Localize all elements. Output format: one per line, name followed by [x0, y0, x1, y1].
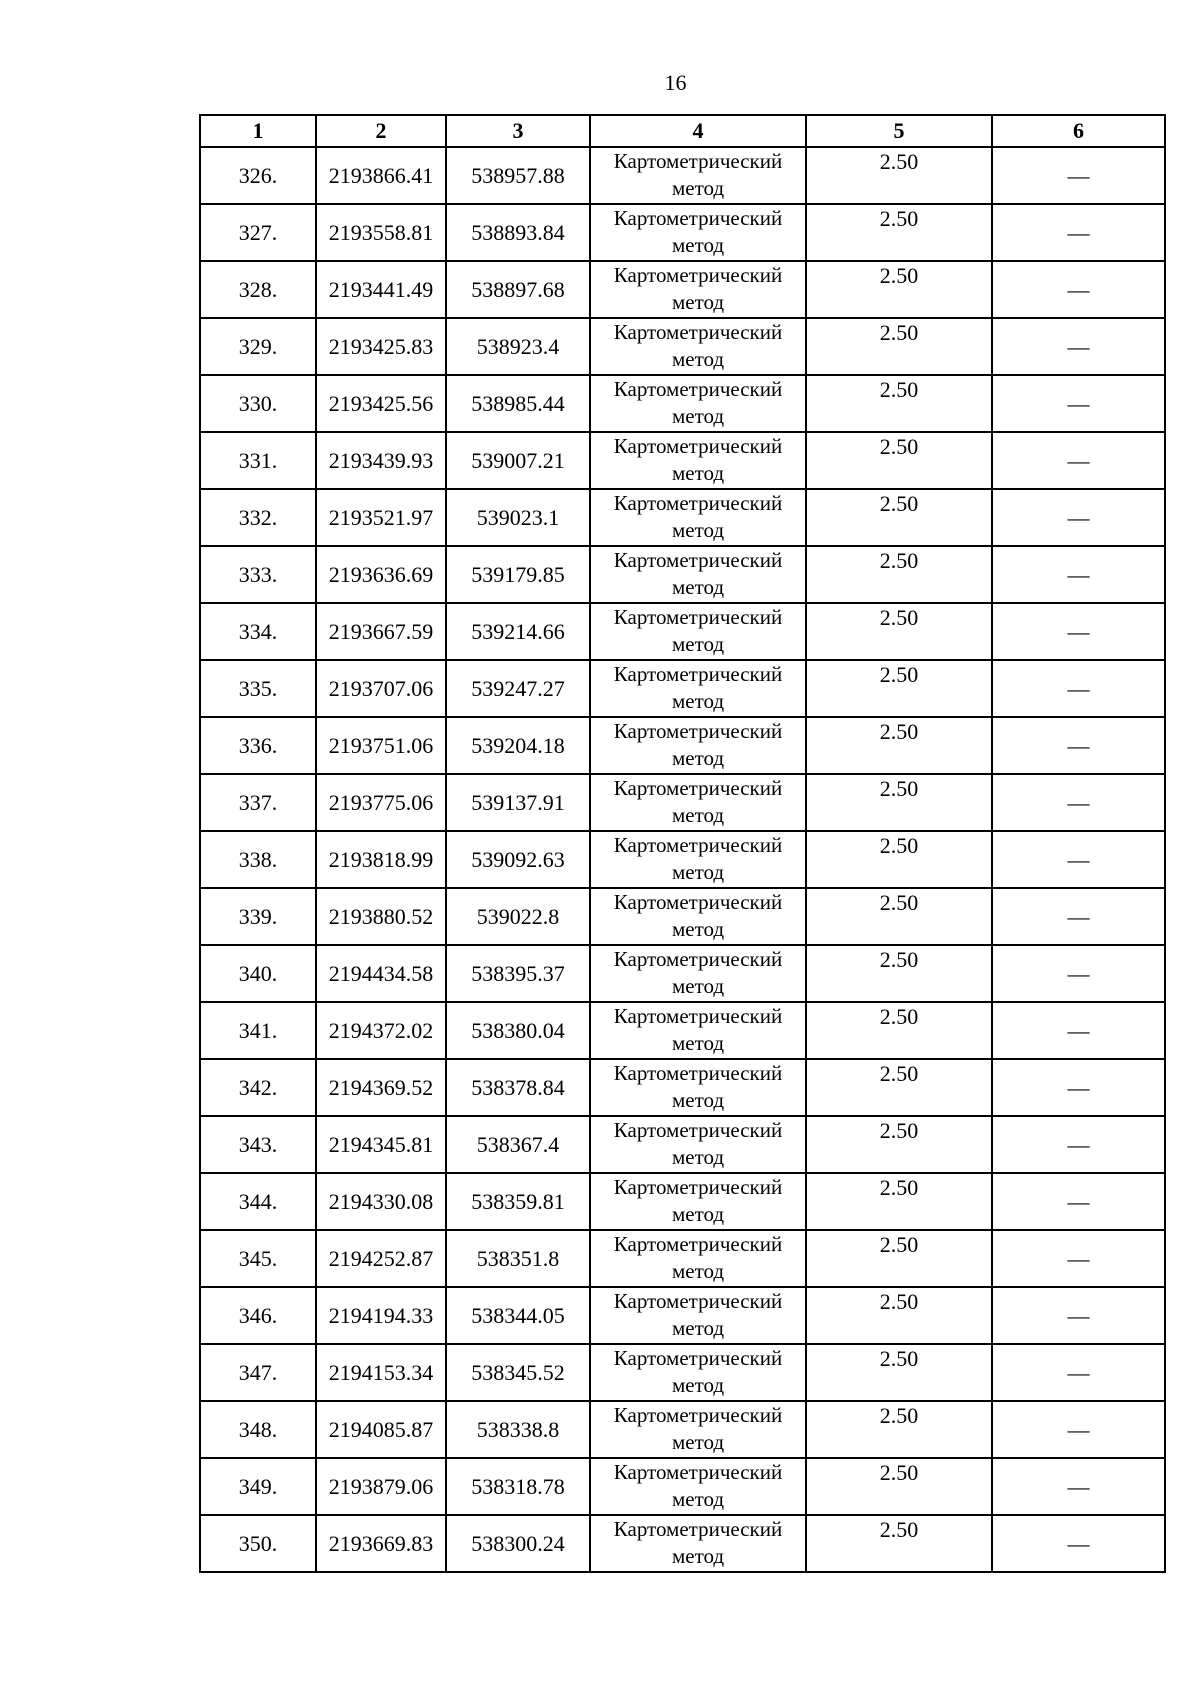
table-row [200, 717, 1165, 774]
table-body [200, 147, 1165, 1572]
row-number: 330. [200, 375, 316, 432]
row-number: 343. [200, 1116, 316, 1173]
method-cell: Картометрический метод [590, 1059, 806, 1116]
method-cell: Картометрический метод [590, 717, 806, 774]
table-row [200, 1059, 1165, 1116]
coordinate-y: 538367.4 [446, 1116, 590, 1173]
note-cell: — [992, 261, 1165, 318]
accuracy-cell: 2.50 [806, 945, 992, 1002]
coordinate-y: 538897.68 [446, 261, 590, 318]
header-col-1: 1 [200, 115, 316, 147]
method-cell: Картометрический метод [590, 774, 806, 831]
method-cell: Картометрический метод [590, 1173, 806, 1230]
coordinate-x: 2193879.06 [316, 1458, 446, 1515]
coordinate-y: 538957.88 [446, 147, 590, 204]
row-number: 329. [200, 318, 316, 375]
note-cell: — [992, 204, 1165, 261]
table-row [200, 774, 1165, 831]
row-number: 346. [200, 1287, 316, 1344]
table-row [200, 1287, 1165, 1344]
accuracy-cell: 2.50 [806, 261, 992, 318]
note-cell: — [992, 1401, 1165, 1458]
coordinate-y: 538378.84 [446, 1059, 590, 1116]
note-cell: — [992, 147, 1165, 204]
coordinate-x: 2193667.59 [316, 603, 446, 660]
accuracy-cell: 2.50 [806, 660, 992, 717]
method-cell: Картометрический метод [590, 1458, 806, 1515]
table-row [200, 375, 1165, 432]
coordinate-y: 538359.81 [446, 1173, 590, 1230]
row-number: 345. [200, 1230, 316, 1287]
note-cell: — [992, 375, 1165, 432]
coordinate-y: 539137.91 [446, 774, 590, 831]
row-number: 337. [200, 774, 316, 831]
coordinate-x: 2193775.06 [316, 774, 446, 831]
accuracy-cell: 2.50 [806, 1002, 992, 1059]
coordinate-x: 2193425.56 [316, 375, 446, 432]
coordinate-x: 2193669.83 [316, 1515, 446, 1572]
table-header [200, 115, 1165, 147]
accuracy-cell: 2.50 [806, 546, 992, 603]
table-row [200, 1230, 1165, 1287]
accuracy-cell: 2.50 [806, 1116, 992, 1173]
row-number: 333. [200, 546, 316, 603]
table-row [200, 318, 1165, 375]
table-row [200, 546, 1165, 603]
row-number: 339. [200, 888, 316, 945]
note-cell: — [992, 1173, 1165, 1230]
row-number: 340. [200, 945, 316, 1002]
coordinate-y: 538923.4 [446, 318, 590, 375]
coordinate-x: 2194085.87 [316, 1401, 446, 1458]
table-row [200, 1173, 1165, 1230]
coordinate-y: 539204.18 [446, 717, 590, 774]
table-row [200, 831, 1165, 888]
coordinate-x: 2194252.87 [316, 1230, 446, 1287]
table-row [200, 432, 1165, 489]
coordinate-x: 2194345.81 [316, 1116, 446, 1173]
table-row [200, 603, 1165, 660]
method-cell: Картометрический метод [590, 945, 806, 1002]
note-cell: — [992, 1344, 1165, 1401]
accuracy-cell: 2.50 [806, 1059, 992, 1116]
note-cell: — [992, 660, 1165, 717]
note-cell: — [992, 432, 1165, 489]
table-row [200, 1458, 1165, 1515]
coordinate-y: 539247.27 [446, 660, 590, 717]
method-cell: Картометрический метод [590, 546, 806, 603]
accuracy-cell: 2.50 [806, 888, 992, 945]
method-cell: Картометрический метод [590, 1002, 806, 1059]
header-col-6: 6 [992, 115, 1165, 147]
accuracy-cell: 2.50 [806, 1344, 992, 1401]
accuracy-cell: 2.50 [806, 717, 992, 774]
note-cell: — [992, 318, 1165, 375]
accuracy-cell: 2.50 [806, 1515, 992, 1572]
table-row [200, 147, 1165, 204]
accuracy-cell: 2.50 [806, 774, 992, 831]
coordinate-x: 2194434.58 [316, 945, 446, 1002]
header-col-3: 3 [446, 115, 590, 147]
header-col-4: 4 [590, 115, 806, 147]
method-cell: Картометрический метод [590, 1344, 806, 1401]
accuracy-cell: 2.50 [806, 1401, 992, 1458]
method-cell: Картометрический метод [590, 1116, 806, 1173]
coordinate-x: 2193636.69 [316, 546, 446, 603]
note-cell: — [992, 831, 1165, 888]
accuracy-cell: 2.50 [806, 375, 992, 432]
coordinate-x: 2194194.33 [316, 1287, 446, 1344]
coordinate-x: 2193866.41 [316, 147, 446, 204]
note-cell: — [992, 1287, 1165, 1344]
coordinate-y: 539022.8 [446, 888, 590, 945]
coordinate-x: 2193707.06 [316, 660, 446, 717]
note-cell: — [992, 603, 1165, 660]
header-col-2: 2 [316, 115, 446, 147]
row-number: 335. [200, 660, 316, 717]
method-cell: Картометрический метод [590, 1515, 806, 1572]
table-row [200, 1515, 1165, 1572]
note-cell: — [992, 1059, 1165, 1116]
method-cell: Картометрический метод [590, 375, 806, 432]
table-row [200, 1116, 1165, 1173]
accuracy-cell: 2.50 [806, 204, 992, 261]
note-cell: — [992, 1458, 1165, 1515]
method-cell: Картометрический метод [590, 603, 806, 660]
coordinate-y: 538338.8 [446, 1401, 590, 1458]
table-row [200, 1344, 1165, 1401]
coordinate-x: 2193521.97 [316, 489, 446, 546]
method-cell: Картометрический метод [590, 660, 806, 717]
accuracy-cell: 2.50 [806, 603, 992, 660]
page-number: 16 [664, 70, 687, 95]
coordinate-y: 539007.21 [446, 432, 590, 489]
row-number: 349. [200, 1458, 316, 1515]
coordinate-y: 538351.8 [446, 1230, 590, 1287]
table-row [200, 660, 1165, 717]
coordinate-y: 538893.84 [446, 204, 590, 261]
row-number: 348. [200, 1401, 316, 1458]
coordinate-y: 539214.66 [446, 603, 590, 660]
row-number: 331. [200, 432, 316, 489]
coordinate-x: 2194372.02 [316, 1002, 446, 1059]
note-cell: — [992, 1002, 1165, 1059]
header-col-5: 5 [806, 115, 992, 147]
row-number: 332. [200, 489, 316, 546]
coordinate-x: 2194153.34 [316, 1344, 446, 1401]
method-cell: Картометрический метод [590, 147, 806, 204]
row-number: 347. [200, 1344, 316, 1401]
note-cell: — [992, 1230, 1165, 1287]
table-row [200, 489, 1165, 546]
accuracy-cell: 2.50 [806, 318, 992, 375]
row-number: 342. [200, 1059, 316, 1116]
coordinate-x: 2193818.99 [316, 831, 446, 888]
accuracy-cell: 2.50 [806, 831, 992, 888]
coordinate-y: 538395.37 [446, 945, 590, 1002]
method-cell: Картометрический метод [590, 1230, 806, 1287]
coordinate-x: 2193751.06 [316, 717, 446, 774]
row-number: 338. [200, 831, 316, 888]
note-cell: — [992, 1515, 1165, 1572]
coordinate-y: 538318.78 [446, 1458, 590, 1515]
table-row [200, 888, 1165, 945]
coordinate-y: 539179.85 [446, 546, 590, 603]
coordinate-y: 538985.44 [446, 375, 590, 432]
method-cell: Картометрический метод [590, 261, 806, 318]
coordinate-x: 2193558.81 [316, 204, 446, 261]
accuracy-cell: 2.50 [806, 1230, 992, 1287]
note-cell: — [992, 489, 1165, 546]
coordinates-table [199, 114, 1166, 1573]
coordinate-y: 538345.52 [446, 1344, 590, 1401]
coordinate-x: 2194369.52 [316, 1059, 446, 1116]
header-row [200, 115, 1165, 147]
row-number: 350. [200, 1515, 316, 1572]
table-row [200, 945, 1165, 1002]
accuracy-cell: 2.50 [806, 147, 992, 204]
note-cell: — [992, 1116, 1165, 1173]
row-number: 328. [200, 261, 316, 318]
table-row [200, 1002, 1165, 1059]
row-number: 334. [200, 603, 316, 660]
note-cell: — [992, 774, 1165, 831]
row-number: 336. [200, 717, 316, 774]
table-row [200, 261, 1165, 318]
coordinate-y: 539092.63 [446, 831, 590, 888]
method-cell: Картометрический метод [590, 432, 806, 489]
table-row [200, 1401, 1165, 1458]
method-cell: Картометрический метод [590, 888, 806, 945]
row-number: 341. [200, 1002, 316, 1059]
method-cell: Картометрический метод [590, 489, 806, 546]
coordinate-y: 538380.04 [446, 1002, 590, 1059]
row-number: 344. [200, 1173, 316, 1230]
coordinate-x: 2193441.49 [316, 261, 446, 318]
note-cell: — [992, 717, 1165, 774]
accuracy-cell: 2.50 [806, 1287, 992, 1344]
note-cell: — [992, 945, 1165, 1002]
method-cell: Картометрический метод [590, 1287, 806, 1344]
table-row [200, 204, 1165, 261]
row-number: 327. [200, 204, 316, 261]
method-cell: Картометрический метод [590, 204, 806, 261]
method-cell: Картометрический метод [590, 1401, 806, 1458]
coordinate-x: 2194330.08 [316, 1173, 446, 1230]
note-cell: — [992, 888, 1165, 945]
coordinate-x: 2193439.93 [316, 432, 446, 489]
coordinate-y: 539023.1 [446, 489, 590, 546]
coordinate-y: 538300.24 [446, 1515, 590, 1572]
method-cell: Картометрический метод [590, 831, 806, 888]
method-cell: Картометрический метод [590, 318, 806, 375]
accuracy-cell: 2.50 [806, 489, 992, 546]
coordinate-x: 2193425.83 [316, 318, 446, 375]
coordinate-x: 2193880.52 [316, 888, 446, 945]
coordinate-y: 538344.05 [446, 1287, 590, 1344]
accuracy-cell: 2.50 [806, 1173, 992, 1230]
accuracy-cell: 2.50 [806, 432, 992, 489]
row-number: 326. [200, 147, 316, 204]
accuracy-cell: 2.50 [806, 1458, 992, 1515]
note-cell: — [992, 546, 1165, 603]
